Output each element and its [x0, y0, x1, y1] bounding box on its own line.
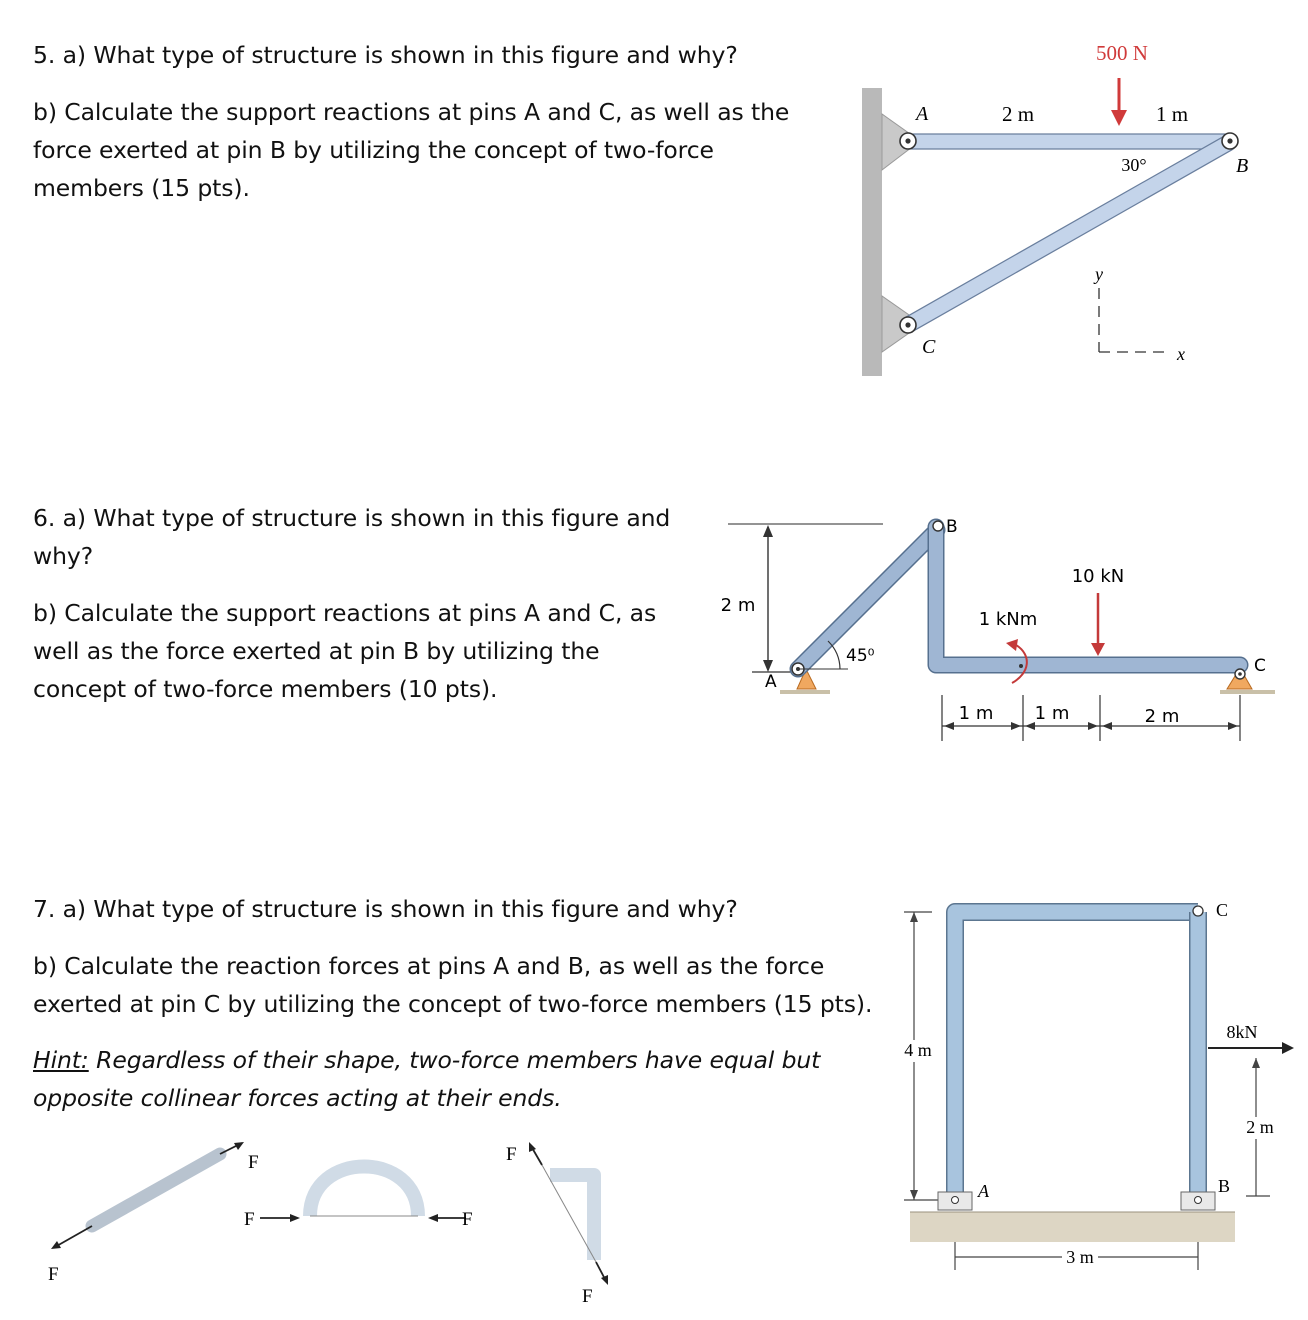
- q6-label-height: 2 m: [720, 595, 756, 616]
- q7-hint-text: Regardless of their shape, two-force members have equal but: [88, 1046, 821, 1074]
- q7-label-a: A: [978, 1181, 989, 1201]
- q6-part-b-line3: concept of two-force members (10 pts).: [33, 675, 498, 703]
- q7-label-b: B: [1218, 1176, 1231, 1196]
- q5-load-label: 500 N: [1096, 41, 1148, 65]
- example-force-1a: F: [248, 1152, 259, 1173]
- q7-hint-line2: opposite collinear forces acting at their ends.: [33, 1084, 562, 1112]
- q5-part-b-line2: force exerted at pin B by utilizing the concept of two-force: [33, 136, 714, 164]
- q5-label-dim-1m: 1 m: [1155, 102, 1189, 126]
- q5-pin-b: [1222, 133, 1238, 149]
- q5-label-a: A: [916, 103, 929, 125]
- q6-part-a-line1: 6. a) What type of structure is shown in this figure and: [33, 504, 671, 532]
- q7-member-ac: [955, 912, 1198, 1196]
- q5-wall: [862, 88, 882, 376]
- q7-ground: [910, 1212, 1235, 1242]
- q7-hint-label: Hint:: [33, 1046, 89, 1074]
- q7-label-load-height: 2 m: [1246, 1117, 1274, 1137]
- q6-label-dim1: 1 m: [958, 703, 994, 724]
- q5-label-b: B: [1236, 155, 1249, 177]
- q6-label-c: C: [1254, 656, 1266, 676]
- q6-pin-c: [1235, 669, 1245, 679]
- q6-frame-figure: [700, 505, 1290, 755]
- q7-part-b-line2: exerted at pin C by utilizing the concept of two-force members (15 pts).: [33, 990, 873, 1018]
- q7-label-width: 3 m: [1066, 1247, 1094, 1267]
- example-force-2a: F: [244, 1209, 255, 1230]
- q6-label-angle: 45⁰: [846, 646, 875, 666]
- q6-label-moment: 1 kNm: [978, 609, 1038, 630]
- q7-part-b-line1: b) Calculate the reaction forces at pins A and B, as well as the force: [33, 952, 825, 980]
- q6-label-dim3: 2 m: [1144, 706, 1180, 727]
- q5-pin-c: [900, 317, 916, 333]
- q6-member-bc: [936, 527, 1240, 665]
- example-force-2b: F: [462, 1209, 473, 1230]
- q5-axis-x-label: x: [1177, 344, 1185, 364]
- q7-label-height: 4 m: [904, 1040, 932, 1060]
- q6-part-a-line2: why?: [33, 542, 94, 570]
- q7-pin-b: [1181, 1192, 1215, 1210]
- q7-two-force-examples: [30, 1130, 620, 1310]
- q5-label-angle: 30°: [1121, 155, 1147, 175]
- q5-part-b-line1: b) Calculate the support reactions at pins A and C, as well as the: [33, 98, 790, 126]
- q6-label-load: 10 kN: [1071, 566, 1125, 587]
- q7-part-a: 7. a) What type of structure is shown in this figure and why?: [33, 895, 738, 923]
- q5-label-dim-2m: 2 m: [1001, 102, 1035, 126]
- q5-axis-y-label: y: [1095, 264, 1103, 284]
- q7-pin-a: [938, 1192, 972, 1210]
- q7-hint-line1: [33, 1041, 820, 1079]
- q5-pin-a: [900, 133, 916, 149]
- q6-label-dim2: 1 m: [1034, 703, 1070, 724]
- example-force-3b: F: [582, 1286, 593, 1307]
- q5-member-ab: [902, 134, 1232, 149]
- example-force-1b: F: [48, 1264, 59, 1285]
- q6-label-a: A: [765, 672, 777, 692]
- q6-pin-b: [933, 521, 943, 531]
- q7-pin-c: [1193, 906, 1203, 916]
- q5-truss-figure: [850, 30, 1270, 390]
- q5-label-c: C: [922, 336, 936, 358]
- example-arch: [310, 1167, 418, 1217]
- q7-label-load: 8kN: [1226, 1022, 1258, 1042]
- q7-label-c: C: [1216, 900, 1229, 920]
- q7-frame-figure: [890, 890, 1308, 1290]
- q5-part-b-line3: members (15 pts).: [33, 174, 250, 202]
- example-straight-bar: [92, 1154, 220, 1226]
- q6-label-b: B: [946, 517, 958, 537]
- q5-part-a: 5. a) What type of structure is shown in this figure and why?: [33, 41, 738, 69]
- example-force-3a: F: [506, 1144, 517, 1165]
- q6-part-b-line1: b) Calculate the support reactions at pins A and C, as: [33, 599, 657, 627]
- q6-part-b-line2: well as the force exerted at pin B by utilizing the: [33, 637, 600, 665]
